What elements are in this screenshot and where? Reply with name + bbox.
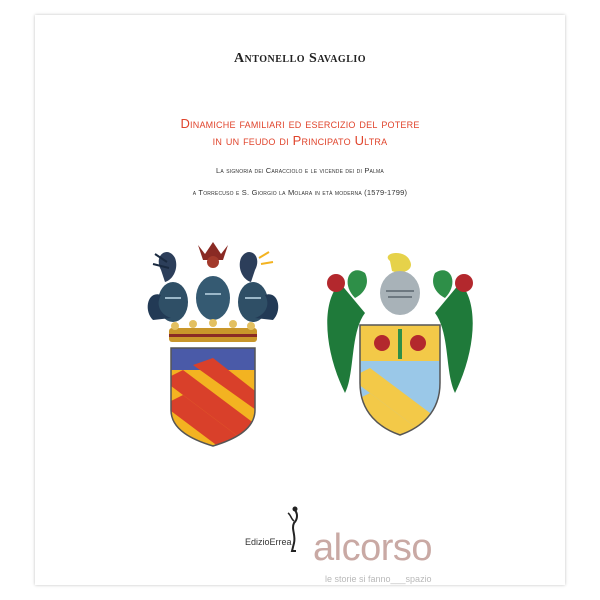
brand-tagline: le storie si fanno___spazio (325, 574, 432, 584)
di-palma-coat-of-arms (310, 243, 490, 443)
coronet (169, 319, 257, 342)
publisher-name: EdizioErrea (245, 537, 292, 547)
shield-di-palma (350, 325, 450, 443)
shield-caracciolo (163, 348, 273, 450)
author-name: Antonello Savaglio (233, 51, 367, 66)
caracciolo-coat-of-arms (143, 240, 283, 450)
helmet (380, 271, 420, 315)
book-title (35, 115, 565, 149)
subtitle-line-2: a Torrecuso e S. Giorgio la Molara in età moderna (1579-1799) (192, 188, 408, 197)
title-line-2: in un feudo di Principato Ultra (212, 133, 388, 148)
rose-right (455, 274, 473, 292)
crest-bird (388, 253, 411, 273)
helmets (158, 276, 268, 322)
title-line-1: Dinamiche familiari ed esercizio del potere (180, 116, 420, 131)
book-cover (35, 15, 565, 585)
subtitle-line-1: La signoria dei Caracciolo e le vicende dei di Palma (216, 166, 384, 175)
brand-logo: alcorso (313, 527, 432, 569)
rose-left (327, 274, 345, 292)
